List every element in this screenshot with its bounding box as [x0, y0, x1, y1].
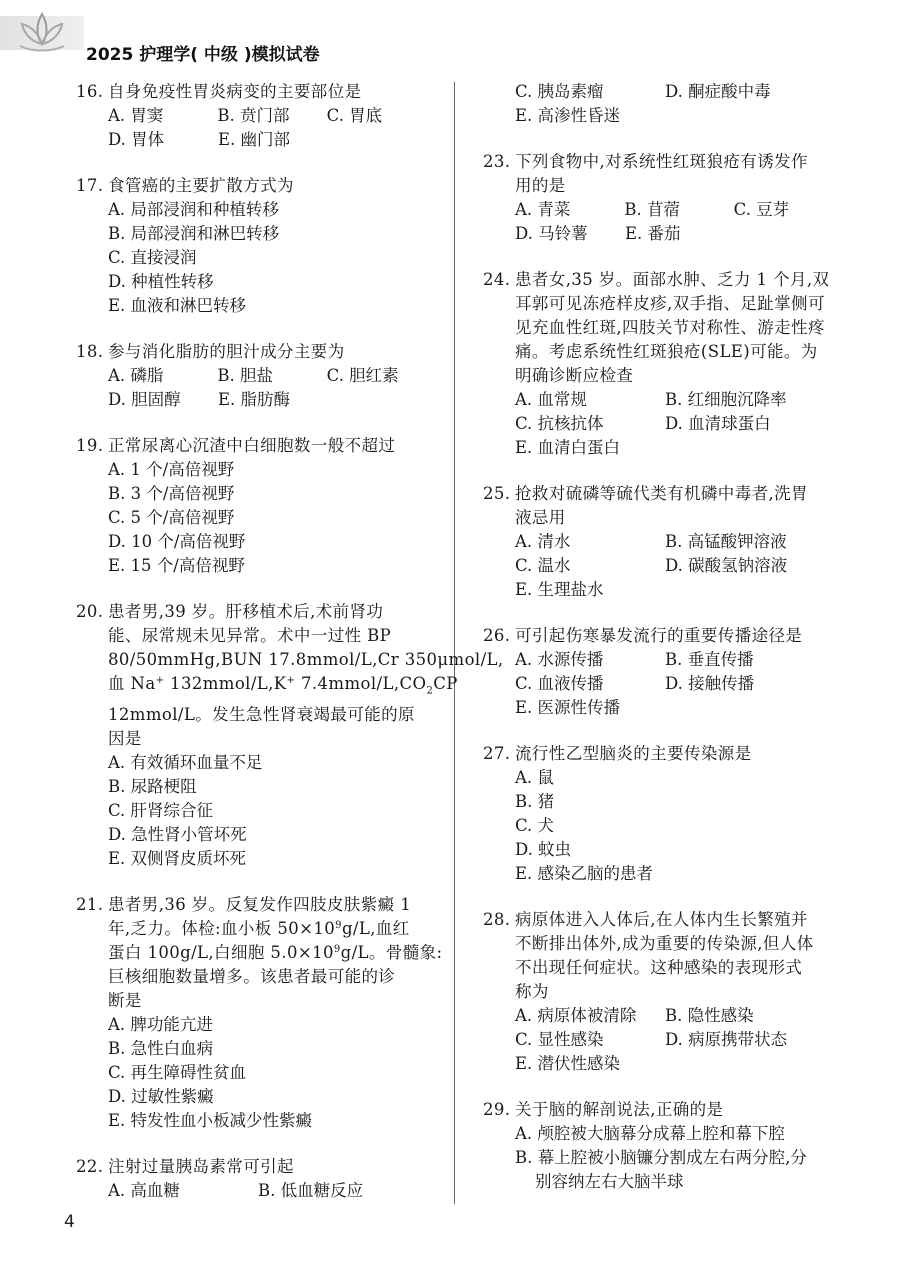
- question-stem-line: 12mmol/L。发生急性肾衰竭最可能的原: [108, 705, 415, 725]
- option-d[interactable]: D. 过敏性紫癜: [108, 1087, 214, 1107]
- question-stem: 注射过量胰岛素常可引起: [108, 1157, 294, 1177]
- option-a[interactable]: A. 脾功能亢进: [108, 1015, 213, 1035]
- question-number: 24.: [483, 270, 511, 289]
- option-e[interactable]: E. 双侧肾皮质坏死: [108, 849, 247, 869]
- option-a[interactable]: A. 胃窦: [108, 106, 164, 125]
- option-b[interactable]: B. 隐性感染: [665, 1006, 754, 1025]
- question-stem-line: 抢救对硫磷等硫代类有机磷中毒者,洗胃: [515, 484, 808, 503]
- option-d[interactable]: D. 10 个/高倍视野: [108, 532, 246, 551]
- question-number: 25.: [483, 484, 511, 503]
- option-d[interactable]: D. 胆固醇: [108, 390, 181, 409]
- option-e[interactable]: E. 生理盐水: [515, 580, 604, 599]
- option-c[interactable]: C. 5 个/高倍视野: [108, 508, 235, 527]
- question-stem: 流行性乙型脑炎的主要传染源是: [515, 744, 752, 763]
- option-b[interactable]: B. 贲门部: [217, 106, 290, 125]
- option-d[interactable]: D. 病原携带状态: [665, 1030, 788, 1049]
- question-number: 28.: [483, 910, 511, 929]
- question-22: [76, 1155, 436, 1203]
- option-c[interactable]: C. 显性感染: [515, 1030, 604, 1049]
- question-number: 19.: [76, 436, 104, 455]
- option-c[interactable]: C. 温水: [515, 556, 571, 575]
- question-stem-line: 不出现任何症状。这种感染的表现形式: [515, 958, 803, 977]
- column-divider: [454, 82, 455, 1204]
- option-b[interactable]: B. 苜蓿: [624, 200, 680, 219]
- option-b[interactable]: B. 垂直传播: [665, 650, 754, 669]
- option-a[interactable]: A. 清水: [515, 532, 571, 551]
- question-stem-line: 不断排出体外,成为重要的传染源,但人体: [515, 934, 814, 953]
- question-stem-line: 断是: [108, 991, 142, 1011]
- option-c[interactable]: C. 肝肾综合征: [108, 801, 214, 821]
- option-c[interactable]: C. 豆芽: [733, 200, 790, 219]
- question-number: 21.: [76, 895, 104, 915]
- option-e[interactable]: E. 15 个/高倍视野: [108, 556, 245, 575]
- option-b[interactable]: B. 胆盐: [217, 366, 273, 385]
- question-number: 26.: [483, 626, 511, 645]
- question-stem: 关于脑的解剖说法,正确的是: [515, 1100, 724, 1119]
- option-a[interactable]: A. 磷脂: [108, 366, 164, 385]
- question-18: [76, 340, 436, 412]
- question-stem-line: 巨核细胞数量增多。该患者最可能的诊: [108, 967, 396, 987]
- option-e[interactable]: E. 潜伏性感染: [515, 1054, 621, 1073]
- question-stem: 食管癌的主要扩散方式为: [108, 176, 294, 195]
- right-column: [483, 80, 843, 1194]
- option-b[interactable]: B. 急性白血病: [108, 1039, 214, 1059]
- question-24: [483, 268, 843, 460]
- question-stem-line-lab: 年,乏力。体检:血小板 $50\times 10^9g/L$,血红: [108, 919, 410, 939]
- question-stem: 正常尿离心沉渣中白细胞数一般不超过: [108, 436, 396, 455]
- option-e[interactable]: E. 脂肪酶: [218, 390, 291, 409]
- question-25: [483, 482, 843, 602]
- option-e[interactable]: E. 血液和淋巴转移: [108, 296, 247, 315]
- option-c[interactable]: C. 再生障碍性贫血: [108, 1063, 247, 1083]
- option-c[interactable]: C. 抗核抗体: [515, 414, 604, 433]
- option-d[interactable]: D. 急性肾小管坏死: [108, 825, 247, 845]
- question-stem-line: 痛。考虑系统性红斑狼疮(SLE)可能。为: [515, 342, 818, 361]
- option-b[interactable]: B. 猪: [515, 792, 555, 811]
- option-c[interactable]: C. 胃底: [326, 106, 383, 125]
- question-stem-line: 病原体进入人体后,在人体内生长繁殖并: [515, 910, 808, 929]
- option-b[interactable]: B. 尿路梗阻: [108, 777, 197, 797]
- question-stem: 可引起伤寒暴发流行的重要传播途径是: [515, 626, 803, 645]
- question-27: [483, 742, 843, 886]
- question-22-continued: [483, 80, 843, 128]
- question-number: 17.: [76, 176, 104, 195]
- option-b[interactable]: B. 幕上腔被小脑镰分割成左右两分腔,分: [515, 1148, 807, 1167]
- question-21: [76, 893, 443, 1133]
- question-number: 16.: [76, 82, 104, 101]
- question-number: 27.: [483, 744, 511, 763]
- question-stem-line: 能、尿常规未见异常。术中一过性 BP: [108, 626, 392, 645]
- question-stem-line: 明确诊断应检查: [515, 366, 634, 385]
- option-d[interactable]: D. 接触传播: [665, 674, 755, 693]
- option-e[interactable]: E. 幽门部: [218, 130, 291, 149]
- option-c[interactable]: C. 犬: [515, 816, 555, 835]
- option-d[interactable]: D. 胃体: [108, 130, 165, 149]
- option-a[interactable]: A. 高血糖: [108, 1181, 180, 1201]
- question-stem-line: 因是: [108, 729, 142, 749]
- option-d[interactable]: D. 酮症酸中毒: [665, 82, 771, 101]
- question-number: 22.: [76, 1157, 104, 1177]
- lotus-logo-icon: [14, 6, 70, 58]
- option-b[interactable]: B. 局部浸润和淋巴转移: [108, 224, 280, 243]
- option-a[interactable]: A. 青菜: [515, 200, 571, 219]
- option-e[interactable]: E. 医源性传播: [515, 698, 621, 717]
- option-e[interactable]: E. 特发性血小板减少性紫癜: [108, 1111, 313, 1131]
- option-b[interactable]: B. 3 个/高倍视野: [108, 484, 235, 503]
- question-stem: 自身免疫性胃炎病变的主要部位是: [108, 82, 362, 101]
- option-e[interactable]: E. 血清白蛋白: [515, 438, 621, 457]
- option-a[interactable]: A. 鼠: [515, 768, 554, 787]
- question-26: [483, 624, 843, 720]
- question-stem-line: 液忌用: [515, 508, 566, 527]
- option-d[interactable]: D. 碳酸氢钠溶液: [665, 556, 788, 575]
- question-28: [483, 908, 843, 1076]
- page-header: [0, 0, 900, 64]
- question-stem-line: 耳郭可见冻疮样皮疹,双手指、足趾掌侧可: [515, 294, 825, 313]
- option-b-continued[interactable]: 别容纳左右大脑半球: [535, 1172, 684, 1191]
- question-17: [76, 174, 436, 318]
- option-c[interactable]: C. 胆红素: [326, 366, 399, 385]
- option-a[interactable]: A. 水源传播: [515, 650, 604, 669]
- question-stem-line-lab: 血 Na+ 132mmol/L,K+ $7.4mmol/L,CO_2CP$: [108, 674, 458, 697]
- question-stem-line: 称为: [515, 982, 549, 1001]
- option-c[interactable]: C. 胰岛素瘤: [515, 82, 604, 101]
- question-stem-line: 下列食物中,对系统性红斑狼疮有诱发作: [515, 152, 808, 171]
- question-stem: 参与消化脂肪的胆汁成分主要为: [108, 342, 345, 361]
- question-29: [483, 1098, 843, 1194]
- option-a[interactable]: A. 颅腔被大脑幕分成幕上腔和幕下腔: [515, 1124, 785, 1143]
- question-stem-line-lab: 蛋白 100g/L,白细胞 $5.0\times 10^9g/L$。骨髓象:: [108, 943, 443, 963]
- option-b[interactable]: B. 低血糖反应: [258, 1181, 364, 1201]
- option-d[interactable]: D. 马铃薯: [515, 224, 588, 243]
- option-b[interactable]: B. 红细胞沉降率: [665, 390, 787, 409]
- question-number: 18.: [76, 342, 104, 361]
- question-number: 29.: [483, 1100, 511, 1119]
- question-stem-line: 用的是: [515, 176, 566, 195]
- option-b[interactable]: B. 高锰酸钾溶液: [665, 532, 787, 551]
- option-e[interactable]: E. 感染乙脑的患者: [515, 864, 654, 883]
- question-23: [483, 150, 843, 246]
- option-c[interactable]: C. 直接浸润: [108, 248, 197, 267]
- question-stem-line: 见充血性红斑,四肢关节对称性、游走性疼: [515, 318, 825, 337]
- question-stem-line: 患者女,35 岁。面部水肿、乏力 1 个月,双: [515, 270, 830, 289]
- option-a[interactable]: A. 1 个/高倍视野: [108, 460, 235, 479]
- header-title: 2025 护理学( 中级 )模拟试卷: [86, 45, 320, 65]
- option-e[interactable]: E. 番茄: [625, 224, 681, 243]
- option-d[interactable]: D. 蚊虫: [515, 840, 572, 859]
- option-d[interactable]: D. 种植性转移: [108, 272, 214, 291]
- question-stem-line: 患者男,39 岁。肝移植术后,术前肾功: [108, 602, 384, 621]
- question-stem-line: 患者男,36 岁。反复发作四肢皮肤紫癜 1: [108, 895, 412, 915]
- option-a[interactable]: A. 血常规: [515, 390, 587, 409]
- question-16: [76, 80, 436, 152]
- option-d[interactable]: D. 血清球蛋白: [665, 414, 771, 433]
- option-a[interactable]: A. 有效循环血量不足: [108, 753, 263, 773]
- option-c[interactable]: C. 血液传播: [515, 674, 604, 693]
- option-e[interactable]: E. 高渗性昏迷: [515, 106, 621, 125]
- question-19: [76, 434, 436, 578]
- question-number: 23.: [483, 152, 511, 171]
- page-number: 4: [64, 1212, 75, 1232]
- option-a[interactable]: A. 局部浸润和种植转移: [108, 200, 279, 219]
- option-a[interactable]: A. 病原体被清除: [515, 1006, 637, 1025]
- question-number: 20.: [76, 602, 104, 621]
- question-stem-line: 80/50mmHg,BUN 17.8mmol/L,Cr 350μmol/L,: [108, 650, 504, 669]
